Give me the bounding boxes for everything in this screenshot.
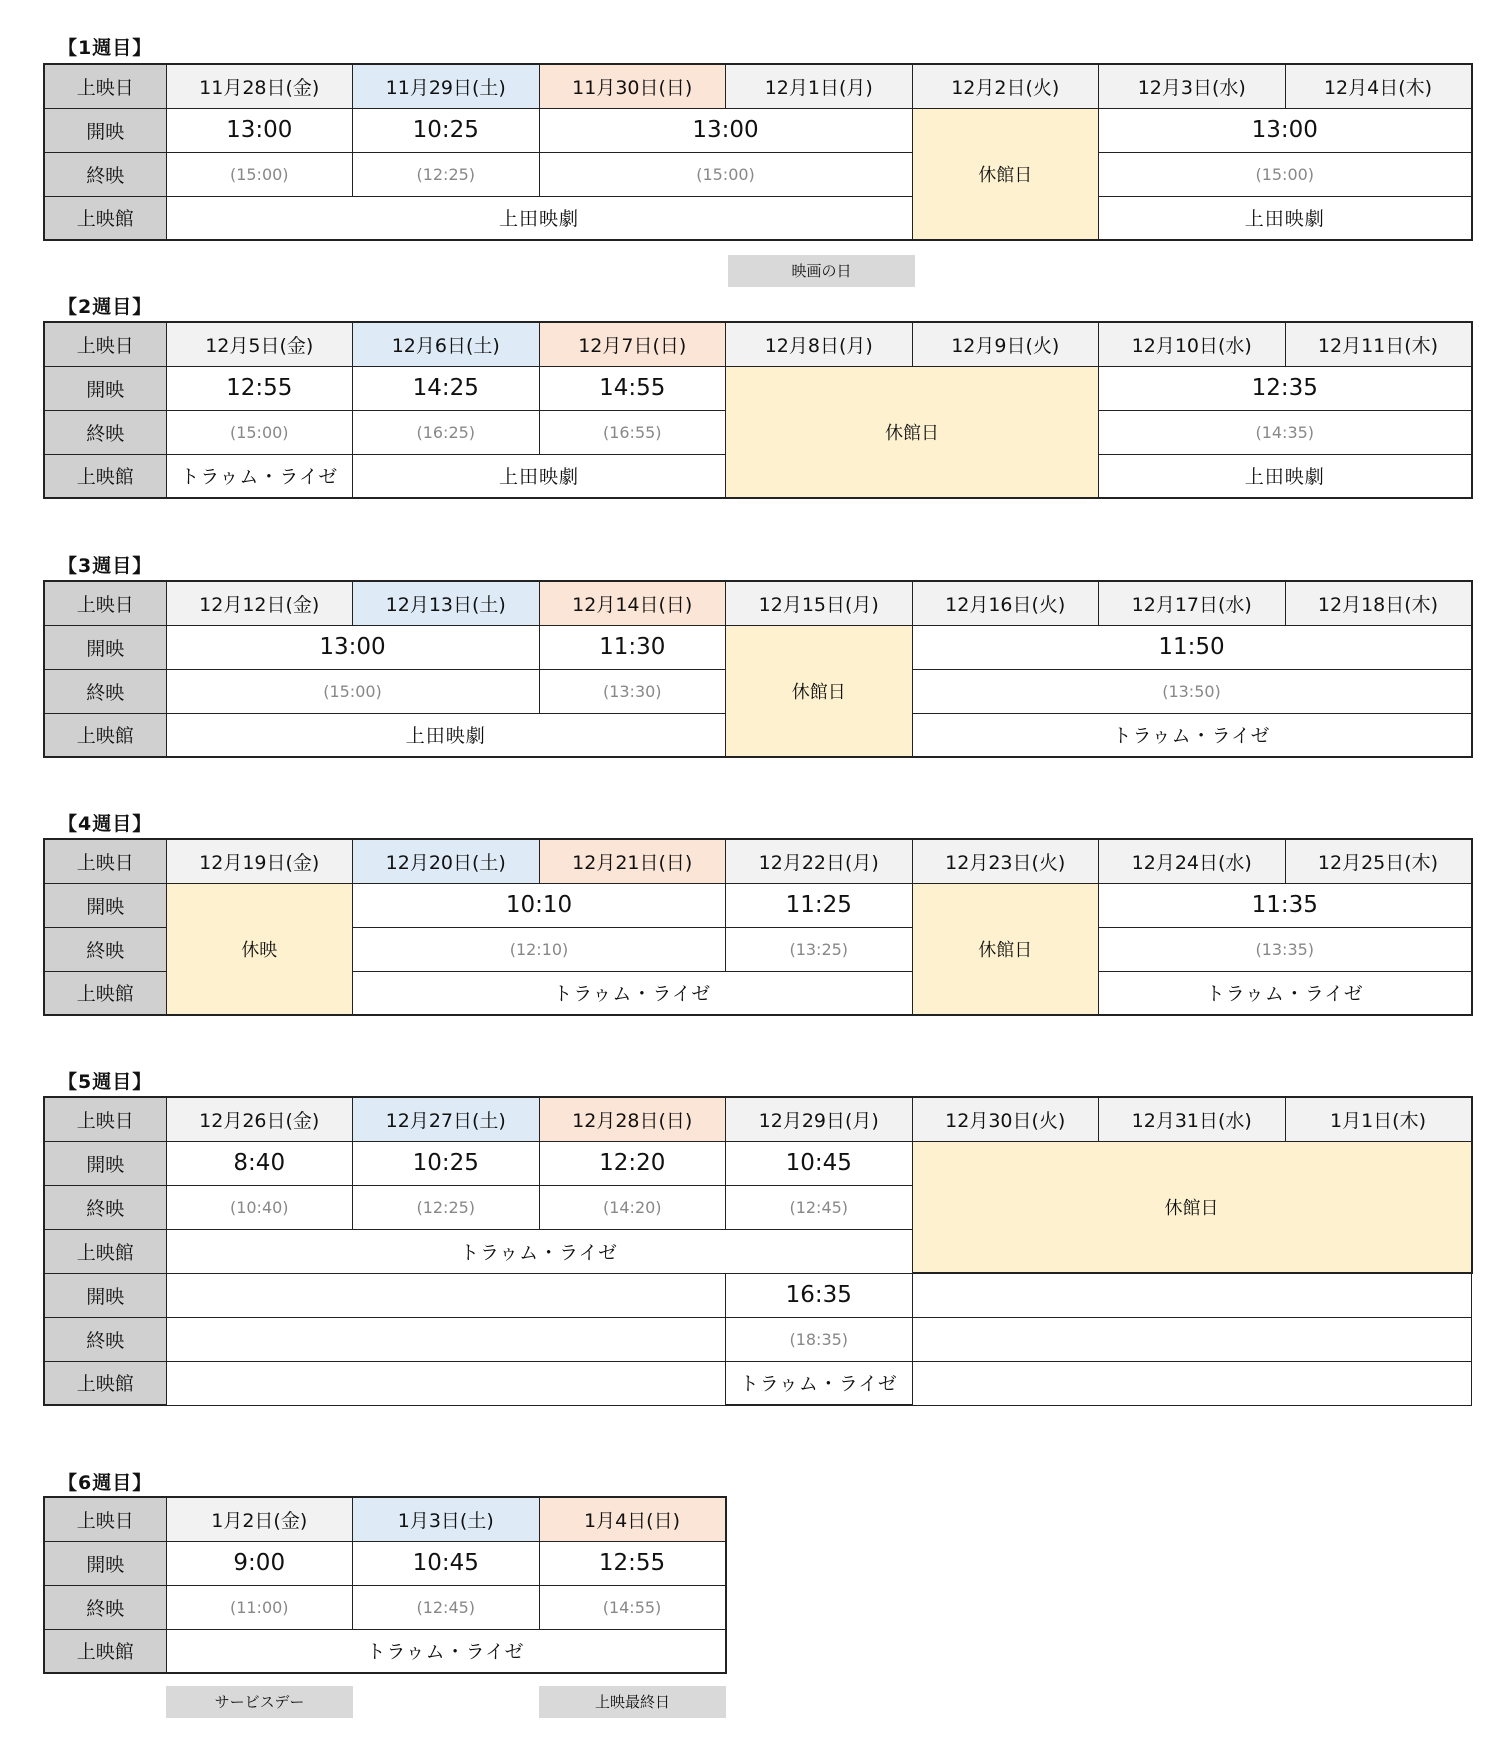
date-cell: 12月3日(水): [1099, 64, 1286, 108]
label-date: 上映日: [44, 1097, 166, 1141]
start-time: 16:35: [726, 1273, 913, 1317]
start-time: 8:40: [166, 1141, 353, 1185]
venue-cell: トラゥム・ライゼ: [166, 1629, 726, 1673]
week-6-table: [43, 1496, 727, 1674]
label-start: 開映: [44, 625, 166, 669]
date-cell: 12月2日(火): [912, 64, 1099, 108]
date-cell: 12月29日(月): [726, 1097, 913, 1141]
label-end: 終映: [44, 1585, 166, 1629]
empty-cell: [912, 1361, 1472, 1405]
date-cell: 12月15日(月): [726, 581, 913, 625]
date-cell: 12月6日(土): [353, 322, 540, 366]
empty-cell: [912, 1317, 1472, 1361]
start-time: 12:55: [166, 366, 353, 410]
note-movie-day: 映画の日: [728, 255, 915, 287]
note-final-day: 上映最終日: [539, 1686, 726, 1718]
closed-day: 休館日: [726, 366, 1099, 498]
week-2-table: [43, 321, 1473, 499]
end-time: (12:25): [353, 152, 540, 196]
end-time: (18:35): [726, 1317, 913, 1361]
end-time: (15:00): [166, 152, 353, 196]
label-date: 上映日: [44, 839, 166, 883]
date-cell: 1月2日(金): [166, 1497, 353, 1541]
date-cell: 12月18日(木): [1285, 581, 1472, 625]
end-time: (14:35): [1099, 410, 1472, 454]
date-cell: 11月28日(金): [166, 64, 353, 108]
label-venue: 上映館: [44, 971, 166, 1015]
venue-cell: トラゥム・ライゼ: [166, 454, 353, 498]
end-time: (14:20): [539, 1185, 726, 1229]
start-time: 11:30: [539, 625, 726, 669]
venue-cell: 上田映劇: [353, 454, 726, 498]
date-cell: 12月11日(木): [1285, 322, 1472, 366]
venue-cell: 上田映劇: [166, 196, 912, 240]
end-time: (12:25): [353, 1185, 540, 1229]
date-cell: 12月12日(金): [166, 581, 353, 625]
closed-day: 休館日: [912, 883, 1099, 1015]
label-start: 開映: [44, 366, 166, 410]
date-cell: 12月17日(水): [1099, 581, 1286, 625]
start-time: 10:25: [353, 108, 540, 152]
start-time: 13:00: [166, 625, 539, 669]
label-start: 開映: [44, 1541, 166, 1585]
label-end: 終映: [44, 1317, 166, 1361]
end-time: (15:00): [166, 410, 353, 454]
end-time: (15:00): [1099, 152, 1472, 196]
date-cell: 12月8日(月): [726, 322, 913, 366]
venue-cell: トラゥム・ライゼ: [166, 1229, 912, 1273]
week-2-title: 【2週目】: [58, 296, 153, 318]
date-cell: 12月31日(水): [1099, 1097, 1286, 1141]
venue-cell: 上田映劇: [166, 713, 726, 757]
label-end: 終映: [44, 410, 166, 454]
date-cell: 12月22日(月): [726, 839, 913, 883]
date-cell: 12月30日(火): [912, 1097, 1099, 1141]
start-time: 14:25: [353, 366, 540, 410]
date-cell: 12月7日(日): [539, 322, 726, 366]
start-time: 10:45: [726, 1141, 913, 1185]
label-date: 上映日: [44, 1497, 166, 1541]
venue-cell: トラゥム・ライゼ: [912, 713, 1472, 757]
start-time: 13:00: [539, 108, 912, 152]
week-4-title: 【4週目】: [58, 813, 153, 835]
empty-cell: [166, 1273, 726, 1317]
date-cell: 12月19日(金): [166, 839, 353, 883]
week-1-table: [43, 63, 1473, 241]
end-time: (12:45): [353, 1585, 540, 1629]
label-start: 開映: [44, 883, 166, 927]
date-cell: 12月4日(木): [1285, 64, 1472, 108]
date-cell: 12月14日(日): [539, 581, 726, 625]
end-time: (10:40): [166, 1185, 353, 1229]
start-time: 10:25: [353, 1141, 540, 1185]
date-cell: 12月16日(火): [912, 581, 1099, 625]
label-start: 開映: [44, 108, 166, 152]
date-cell: 12月21日(日): [539, 839, 726, 883]
closed-day: 休館日: [912, 1141, 1472, 1273]
date-cell: 12月28日(日): [539, 1097, 726, 1141]
end-time: (12:10): [353, 927, 726, 971]
date-cell: 12月20日(土): [353, 839, 540, 883]
venue-cell: トラゥム・ライゼ: [726, 1361, 913, 1405]
label-start: 開映: [44, 1141, 166, 1185]
venue-cell: 上田映劇: [1099, 454, 1472, 498]
empty-cell: [166, 1317, 726, 1361]
date-cell: 12月26日(金): [166, 1097, 353, 1141]
venue-cell: トラゥム・ライゼ: [353, 971, 913, 1015]
start-time: 12:35: [1099, 366, 1472, 410]
start-time: 11:25: [726, 883, 913, 927]
date-cell: 12月1日(月): [726, 64, 913, 108]
week-4-table: [43, 838, 1473, 1016]
closed-day: 休館日: [912, 108, 1099, 240]
date-cell: 1月3日(土): [353, 1497, 540, 1541]
start-time: 9:00: [166, 1541, 353, 1585]
label-date: 上映日: [44, 581, 166, 625]
label-date: 上映日: [44, 64, 166, 108]
start-time: 13:00: [1099, 108, 1472, 152]
start-time: 13:00: [166, 108, 353, 152]
label-venue: 上映館: [44, 713, 166, 757]
venue-cell: トラゥム・ライゼ: [1099, 971, 1472, 1015]
label-venue: 上映館: [44, 196, 166, 240]
start-time: 12:20: [539, 1141, 726, 1185]
start-time: 11:35: [1099, 883, 1472, 927]
label-venue: 上映館: [44, 1229, 166, 1273]
start-time: 10:45: [353, 1541, 540, 1585]
date-cell: 12月5日(金): [166, 322, 353, 366]
label-end: 終映: [44, 669, 166, 713]
label-end: 終映: [44, 927, 166, 971]
end-time: (11:00): [166, 1585, 353, 1629]
start-time: 11:50: [912, 625, 1472, 669]
week-3-title: 【3週目】: [58, 555, 153, 577]
empty-cell: [166, 1361, 726, 1405]
label-venue: 上映館: [44, 1629, 166, 1673]
no-screening: 休映: [166, 883, 353, 1015]
note-service-day: サービスデー: [166, 1686, 353, 1718]
date-cell: 12月24日(水): [1099, 839, 1286, 883]
end-time: (12:45): [726, 1185, 913, 1229]
end-time: (13:30): [539, 669, 726, 713]
week-6-title: 【6週目】: [58, 1472, 153, 1494]
date-cell: 1月1日(木): [1285, 1097, 1472, 1141]
week-1-title: 【1週目】: [58, 37, 153, 59]
date-cell: 11月30日(日): [539, 64, 726, 108]
end-time: (15:00): [166, 669, 539, 713]
label-end: 終映: [44, 152, 166, 196]
date-cell: 12月13日(土): [353, 581, 540, 625]
week-3-table: [43, 580, 1473, 758]
date-cell: 12月23日(火): [912, 839, 1099, 883]
end-time: (15:00): [539, 152, 912, 196]
date-cell: 12月25日(木): [1285, 839, 1472, 883]
end-time: (13:50): [912, 669, 1472, 713]
label-end: 終映: [44, 1185, 166, 1229]
venue-cell: 上田映劇: [1099, 196, 1472, 240]
label-venue: 上映館: [44, 454, 166, 498]
label-start: 開映: [44, 1273, 166, 1317]
end-time: (13:35): [1099, 927, 1472, 971]
end-time: (13:25): [726, 927, 913, 971]
end-time: (14:55): [539, 1585, 726, 1629]
label-date: 上映日: [44, 322, 166, 366]
date-cell: 11月29日(土): [353, 64, 540, 108]
empty-cell: [912, 1273, 1472, 1317]
date-cell: 12月9日(火): [912, 322, 1099, 366]
end-time: (16:25): [353, 410, 540, 454]
start-time: 12:55: [539, 1541, 726, 1585]
end-time: (16:55): [539, 410, 726, 454]
week-5-title: 【5週目】: [58, 1071, 153, 1093]
date-cell: 12月27日(土): [353, 1097, 540, 1141]
start-time: 14:55: [539, 366, 726, 410]
start-time: 10:10: [353, 883, 726, 927]
week-5-table: [43, 1096, 1473, 1406]
date-cell: 12月10日(水): [1099, 322, 1286, 366]
date-cell: 1月4日(日): [539, 1497, 726, 1541]
label-venue: 上映館: [44, 1361, 166, 1405]
closed-day: 休館日: [726, 625, 913, 757]
